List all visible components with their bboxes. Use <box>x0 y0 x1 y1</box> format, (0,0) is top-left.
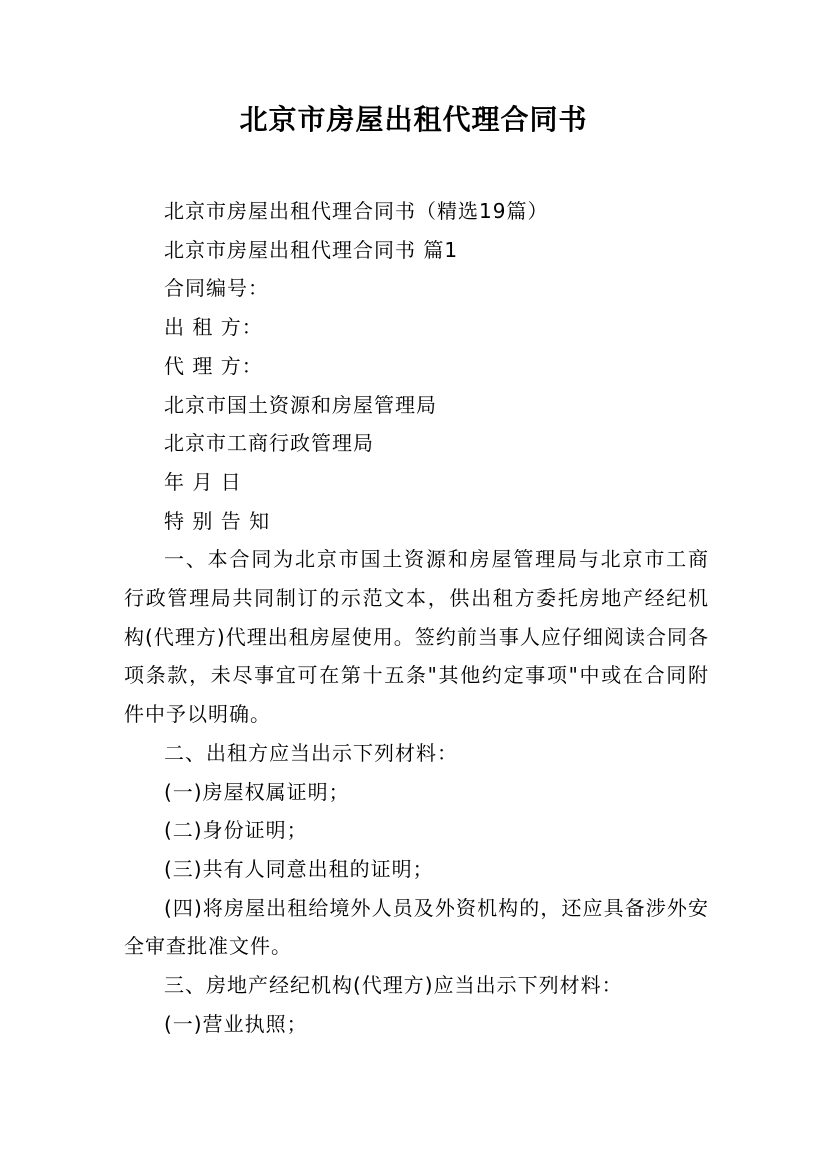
paragraph-clause-two-item-1: (一)房屋权属证明； <box>164 779 350 804</box>
paragraph-clause-three: 三、房地产经纪机构(代理方)应当出示下列材料： <box>164 973 623 998</box>
document-title: 北京市房屋出租代理合同书 <box>239 103 588 136</box>
paragraph-date: 年 月 日 <box>164 469 242 494</box>
paragraph-clause-two-item-4: (四)将房屋出租给境外人员及外资机构的，还应具备涉外安全审查批准文件。 <box>124 895 709 959</box>
paragraph-contract-number: 合同编号： <box>164 276 269 301</box>
paragraph-clause-two-item-3: (三)共有人同意出租的证明； <box>164 856 434 881</box>
paragraph-selection-note: 北京市房屋出租代理合同书（精选19篇） <box>164 199 549 223</box>
paragraph-issuer-commerce-bureau: 北京市工商行政管理局 <box>164 431 374 456</box>
document-body <box>124 192 709 1043</box>
paragraph-part-heading: 北京市房屋出租代理合同书 篇1 <box>164 237 459 262</box>
paragraph-issuer-land-bureau: 北京市国土资源和房屋管理局 <box>164 392 437 417</box>
paragraph-special-notice-heading: 特 别 告 知 <box>164 508 271 533</box>
paragraph-clause-three-item-1: (一)营业执照； <box>164 1011 308 1036</box>
paragraph-clause-two: 二、出租方应当出示下列材料： <box>164 740 458 765</box>
paragraph-clause-two-item-2: (二)身份证明； <box>164 818 308 843</box>
paragraph-clause-one: 一、本合同为北京市国土资源和房屋管理局与北京市工商行政管理局共同制订的示范文本，供出租方委托房地产经纪机构(代理方)代理出租房屋使用。签约前当事人应仔细阅读合同各项条款，未尽事宜可在第十五条"其他约定事项"中或在合同附件中予以明确。 <box>124 547 709 727</box>
paragraph-lessor: 出 租 方： <box>164 315 263 340</box>
paragraph-agent: 代 理 方： <box>164 353 263 378</box>
